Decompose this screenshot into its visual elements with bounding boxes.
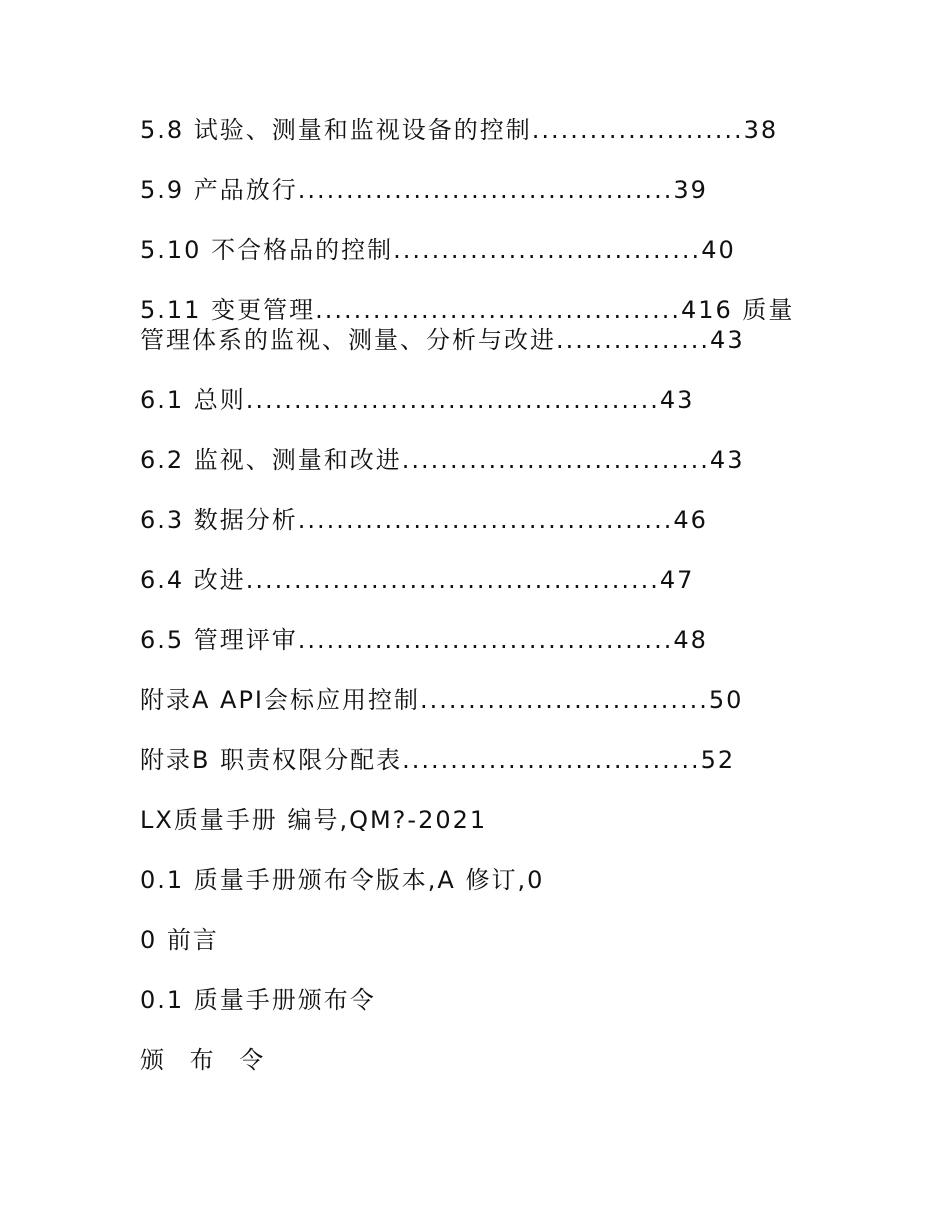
toc-entry-6-1: 6.1 总则...........................................43 [140,386,695,414]
toc-entry-6-2: 6.2 监视、测量和改进................................43 [140,446,745,474]
version-line: 0.1 质量手册颁布令版本,A 修订,0 [140,866,545,894]
toc-entry-6: 管理体系的监视、测量、分析与改进................43 [140,326,745,354]
section-heading-0-1: 0.1 质量手册颁布令 [140,986,376,1014]
manual-header-line: LX质量手册 编号,QM?-2021 [140,806,488,834]
toc-entry-5-11: 5.11 变更管理......................................416 质量 [140,296,795,324]
toc-entry-5-10: 5.10 不合格品的控制................................40 [140,236,736,264]
toc-entry-appendix-b: 附录B 职责权限分配表...............................52 [140,746,736,774]
toc-entry-6-3: 6.3 数据分析.......................................46 [140,506,708,534]
toc-entry-appendix-a: 附录A API会标应用控制..............................50 [140,686,744,714]
decree-title: 颁 布 令 [140,1046,273,1074]
toc-entry-6-5: 6.5 管理评审.......................................48 [140,626,708,654]
toc-content [140,115,820,1105]
toc-entry-5-9: 5.9 产品放行.......................................39 [140,176,708,204]
toc-entry-6-4: 6.4 改进...........................................47 [140,566,695,594]
preface-heading: 0 前言 [140,926,219,954]
toc-entry-5-8: 5.8 试验、测量和监视设备的控制......................38 [140,116,779,144]
